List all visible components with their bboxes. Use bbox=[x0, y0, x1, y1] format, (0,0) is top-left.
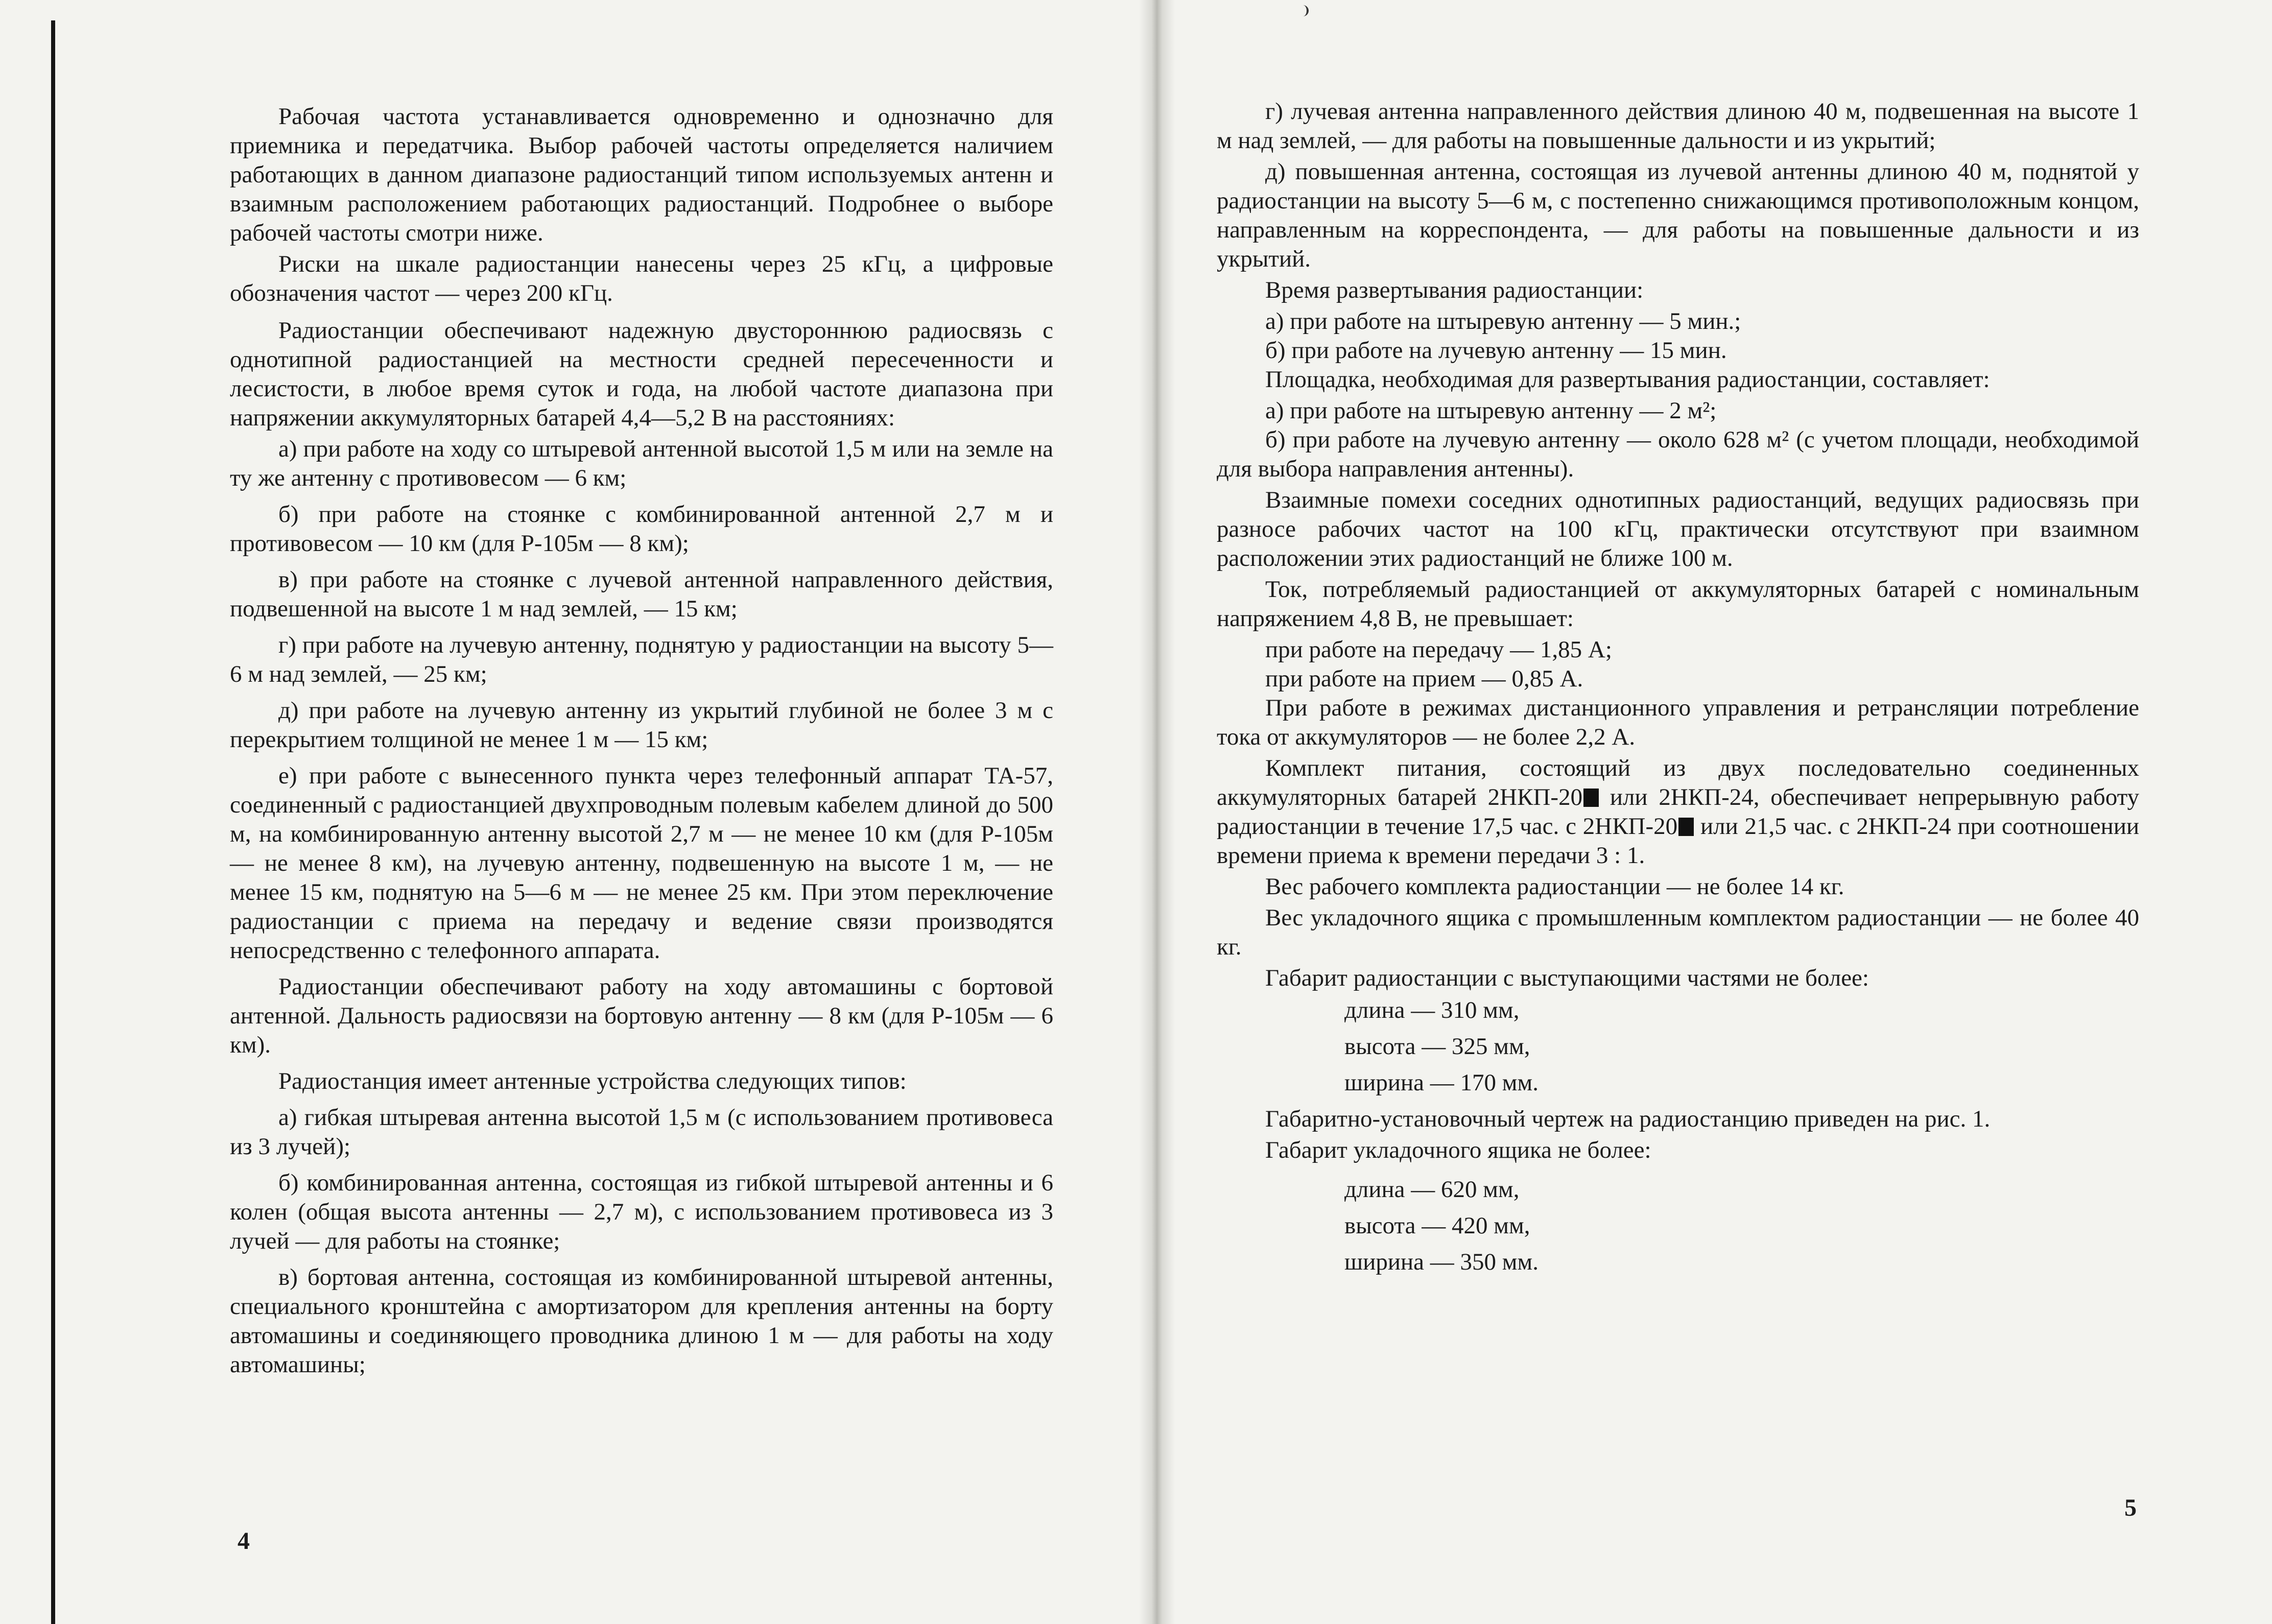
dimension-line: ширина — 350 мм. bbox=[1344, 1249, 1539, 1275]
list-item: д) при работе на лучевую антенну из укрытий глубиной не более 3 м с перекрытием толщиной не менее 1 м — 15 км; bbox=[230, 697, 1053, 753]
page-number-left: 4 bbox=[238, 1527, 250, 1555]
paragraph: Габарит укладочного ящика не более: bbox=[1265, 1137, 1651, 1163]
page-number-right: 5 bbox=[2124, 1494, 2137, 1521]
list-item: е) при работе с вынесенного пункта через телефонный аппарат ТА-57, соединенный с радиостанцией двухпроводным полевым кабелем длиной до 500 м, на комбинированную антенну высотой 2,7 м — не менее 10 км (для Р-105м — не менее 8 км), на лучевую антенну, подвешенную на высоте 1 м, — не менее 15 км, поднятую на 5—6 м — не менее 25 км. При этом переключение радиостанции с приема на передачу и ведение связи производятся непосредственно с телефонного аппарата. bbox=[230, 762, 1053, 964]
dimension-line: высота — 325 мм, bbox=[1344, 1033, 1530, 1060]
list-item: а) при работе на штыревую антенну — 2 м²; bbox=[1265, 397, 1717, 424]
list-item: б) при работе на стоянке с комбинированной антенной 2,7 м и противовесом — 10 км (для Р-105м — 8 км); bbox=[230, 501, 1053, 557]
battery-paragraph bbox=[1217, 754, 2139, 870]
redaction-mark bbox=[1678, 818, 1694, 836]
list-item: д) повышенная антенна, состоящая из лучевой антенны длиною 40 м, поднятой у радиостанции на высоту 5—6 м, с постепенно снижающимся противоположным концом, направленным на корреспондента, — для работы на повышенные дальности и из укрытий. bbox=[1217, 158, 2139, 272]
battery-text: или 21,5 час. с 2НКП-24 при соотношении времени приема к времени передачи 3 : 1. bbox=[1217, 813, 2140, 869]
battery-text: или 2НКП-24, обеспечивает непрерывную работу радиостанции в течение 17,5 час. с 2НКП-20 bbox=[1217, 784, 2139, 840]
paragraph: Время развертывания радиостанции: bbox=[1265, 277, 1644, 303]
list-item: при работе на передачу — 1,85 А; bbox=[1265, 636, 1612, 663]
list-item: б) при работе на лучевую антенну — 15 мин. bbox=[1265, 337, 1727, 364]
dimension-line: длина — 310 мм, bbox=[1344, 997, 1520, 1023]
list-item: в) при работе на стоянке с лучевой антенной направленного действия, подвешенной на высоте 1 м над землей, — 15 км; bbox=[230, 566, 1053, 622]
battery-text: Комплект питания, состоящий из двух последовательно соединенных аккумуляторных батарей 2НКП-20 bbox=[1217, 755, 2139, 810]
paragraph: Вес укладочного ящика с промышленным комплектом радиостанции — не более 40 кг. bbox=[1217, 904, 2139, 960]
page-edge-shadow bbox=[51, 20, 55, 1624]
dimension-line: высота — 420 мм, bbox=[1344, 1212, 1530, 1239]
list-item: б) комбинированная антенна, состоящая из гибкой штыревой антенны и 6 колен (общая высота антенны — 2,7 м), с использованием противовеса из 3 лучей — для работы на стоянке; bbox=[230, 1169, 1053, 1254]
box-dimensions bbox=[1344, 1175, 2139, 1277]
paragraph: Взаимные помехи соседних однотипных радиостанций, ведущих радиосвязь при разносе рабочих частот на 100 кГц, практически отсутствуют при взаимном расположении этих радиостанций не ближе 100 м. bbox=[1217, 487, 2139, 571]
list-item: а) при работе на ходу со штыревой антенной высотой 1,5 м или на земле на ту же антенну с противовесом — 6 км; bbox=[230, 436, 1053, 491]
paragraph: Габаритно-установочный чертеж на радиостанцию приведен на рис. 1. bbox=[1265, 1106, 1991, 1132]
station-dimensions bbox=[1344, 996, 2139, 1097]
list-item: б) при работе на лучевую антенну — около 628 м² (с учетом площади, необходимой для выбора направления антенны). bbox=[1217, 426, 2139, 482]
dimension-line: ширина — 170 мм. bbox=[1344, 1069, 1539, 1096]
list-item: а) при работе на штыревую антенну — 5 мин.; bbox=[1265, 308, 1741, 335]
redaction-mark bbox=[1583, 789, 1599, 807]
list-item: а) гибкая штыревая антенна высотой 1,5 м (с использованием противовеса из 3 лучей); bbox=[230, 1104, 1053, 1160]
list-item: при работе на прием — 0,85 А. bbox=[1265, 665, 1583, 692]
paragraph: Радиостанции обеспечивают надежную двустороннюю радиосвязь с однотипной радиостанцией на местности средней пересеченности и лесистости, в любое время суток и года, на любой частоте диапазона при напряжении аккумуляторных батарей 4,4—5,2 В на расстояниях: bbox=[230, 317, 1053, 431]
paragraph: Радиостанции обеспечивают работу на ходу автомашины с бортовой антенной. Дальность радиосвязи на бортовую антенну — 8 км (для Р-105м — 6 км). bbox=[230, 973, 1053, 1058]
paragraph: Площадка, необходимая для развертывания радиостанции, составляет: bbox=[1265, 366, 1990, 393]
list-item: в) бортовая антенна, состоящая из комбинированной штыревой антенны, специального кронштейна с амортизатором для крепления антенны на борту автомашины и соединяющего проводника длиною 1 м — для работы на ходу автомашины; bbox=[230, 1264, 1053, 1378]
paragraph: Радиостанция имеет антенные устройства следующих типов: bbox=[278, 1068, 907, 1094]
book-binding bbox=[1139, 0, 1175, 1624]
paragraph: Рабочая частота устанавливается одновременно и однозначно для приемника и передатчика. Выбор рабочей частоты определяется наличием работающих в данном диапазоне радиостанций типом используемых антенн и взаимным расположением работающих радиостанций. Подробнее о выборе рабочей частоты смотри ниже. bbox=[230, 103, 1053, 246]
list-item: г) лучевая антенна направленного действия длиною 40 м, подвешенная на высоте 1 м над землей, — для работы на повышенные дальности и из укрытий; bbox=[1217, 98, 2139, 154]
paragraph: Риски на шкале радиостанции нанесены через 25 кГц, а цифровые обозначения частот — через 200 кГц. bbox=[230, 251, 1053, 306]
paragraph: При работе в режимах дистанционного управления и ретрансляции потребление тока от аккумуляторов — не более 2,2 А. bbox=[1217, 695, 2139, 750]
right-page bbox=[1155, 0, 2272, 1624]
list-item: г) при работе на лучевую антенну, поднятую у радиостанции на высоту 5—6 м над землей, — 25 км; bbox=[230, 632, 1053, 687]
paragraph: Вес рабочего комплекта радиостанции — не более 14 кг. bbox=[1265, 873, 1844, 900]
paragraph: Ток, потребляемый радиостанцией от аккумуляторных батарей с номинальным напряжением 4,8 В, не превышает: bbox=[1217, 576, 2139, 632]
paragraph: Габарит радиостанции с выступающими частями не более: bbox=[1265, 965, 1869, 991]
dimension-line: длина — 620 мм, bbox=[1344, 1176, 1520, 1203]
